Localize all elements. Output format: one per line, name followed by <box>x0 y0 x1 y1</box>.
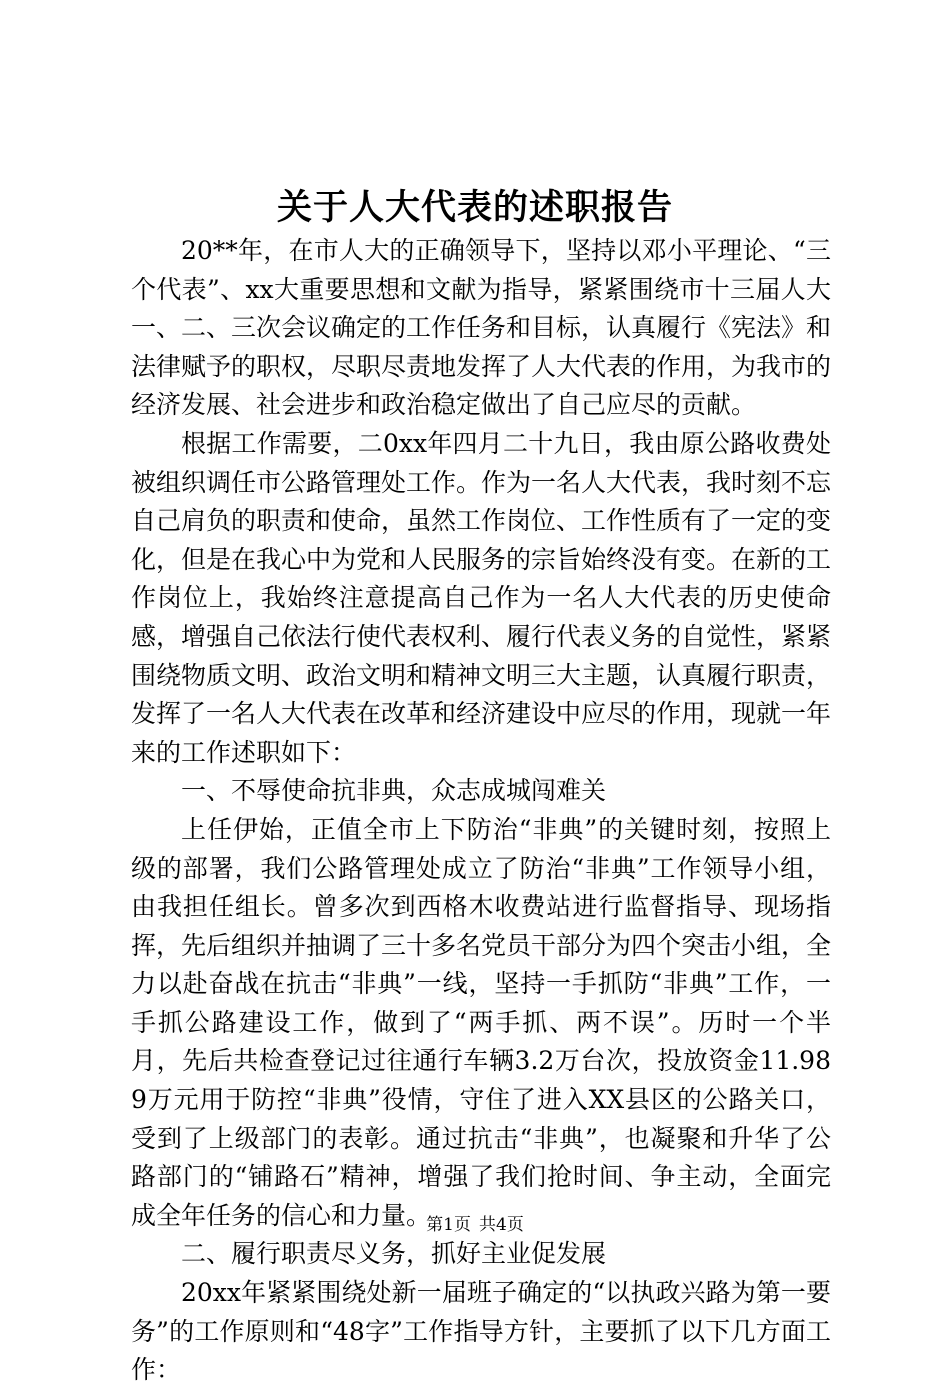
document-title: 关于人大代表的述职报告 <box>276 187 673 228</box>
paragraph-transfer: 根据工作需要，二0xx年四月二十九日，我由原公路收费处被组织调任市公路管理处工作。作为一名人大代表，我时刻不忘自己肩负的职责和使命，虽然工作岗位、工作性质有了一定的变化，但是在我心中为党和人民服务的宗旨始终没有变。在新的工作岗位上，我始终注意提高自己作为一名人大代表的历史使命感，增强自己依法行使代表权利、履行代表义务的自觉性，紧紧围绕物质文明、政治文明和精神文明三大主题，认真履行职责，发挥了一名人大代表在改革和经济建设中应尽的作用，现就一年来的工作述职如下： <box>131 428 832 767</box>
section-heading-one: 一、不辱使命抗非典，众志成城闯难关 <box>181 776 607 806</box>
page-number: 第1页 <box>426 1215 471 1235</box>
page-footer <box>0 1213 950 1237</box>
paragraph-intro: 20**年，在市人大的正确领导下，坚持以邓小平理论、“三个代表”、xx大重要思想和文献为指导，紧紧围绕市十三届人大一、二、三次会议确定的工作任务和目标，认真履行《宪法》和法律赋予的职权，尽职尽责地发挥了人大代表的作用，为我市的经济发展、社会进步和政治稳定做出了自己应尽的贡献。 <box>131 236 832 420</box>
paragraph-main-work: 20xx年紧紧围绕处新一届班子确定的“以执政兴路为第一要务”的工作原则和“48字”工作指导方针，主要抓了以下几方面工作： <box>131 1278 831 1385</box>
paragraph-sars-prevention: 上任伊始，正值全市上下防治“非典”的关键时刻，按照上级的部署，我们公路管理处成立了防治“非典”工作领导小组，由我担任组长。曾多次到西格木收费站进行监督指导、现场指挥，先后组织并抽调了三十多名党员干部分为四个突击小组，全力以赴奋战在抗击“非典”一线，坚持一手抓防“非典”工作，一手抓公路建设工作，做到了“两手抓、两不误”。历时一个半月，先后共检查登记过往通行车辆3.2万台次，投放资金11.989万元用于防控“非典”役情，守住了进入XX县区的公路关口，受到了上级部门的表彰。通过抗击“非典”，也凝聚和升华了公路部门的“铺路石”精神，增强了我们抢时间、争主动，全面完成全年任务的信心和力量。 <box>131 814 832 1230</box>
section-heading-two: 二、履行职责尽义务，抓好主业促发展 <box>181 1239 607 1269</box>
page-total: 共4页 <box>479 1215 524 1235</box>
